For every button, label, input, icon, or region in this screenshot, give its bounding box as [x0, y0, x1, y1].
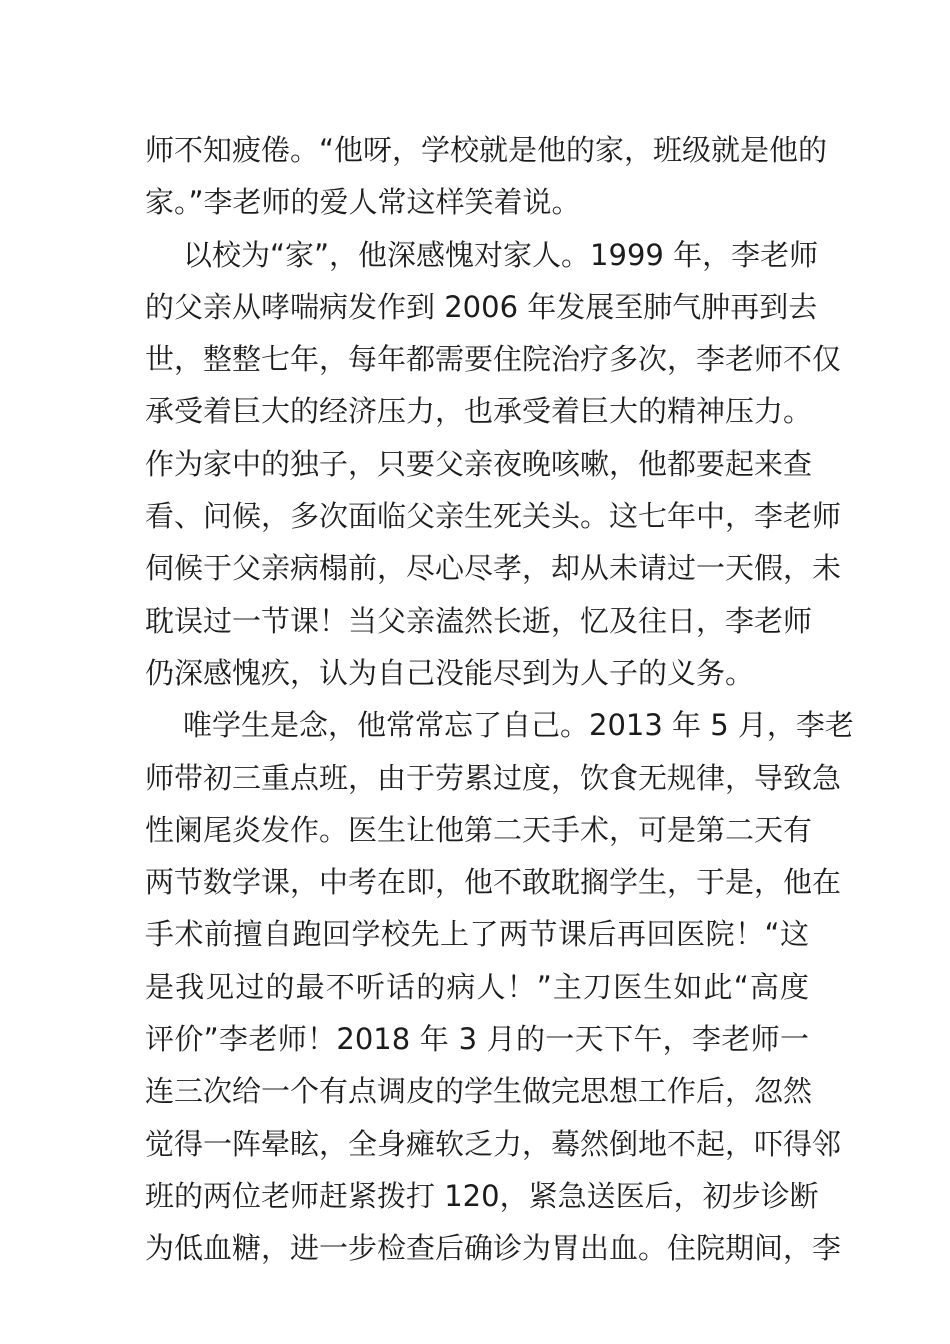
text-line: 承受着巨大的经济压力，也承受着巨大的精神压力。	[145, 394, 813, 429]
text-line: 世，整整七年，每年都需要住院治疗多次，李老师不仅	[145, 342, 842, 377]
paragraph-students	[145, 699, 854, 1274]
text-line: 伺候于父亲病榻前，尽心尽孝，却从未请过一天假，未	[145, 551, 842, 586]
text-line: 师不知疲倦。“他呀，学校就是他的家，班级就是他的	[145, 133, 828, 167]
text-line: 看、问候，多次面临父亲生死关头。这七年中，李老师	[145, 499, 842, 534]
text-line: 师带初三重点班，由于劳累过度，饮食无规律，导致急	[145, 760, 842, 795]
text-line: 是我见过的最不听话的病人！”主刀医生如此“高度	[145, 969, 809, 1004]
text-line: 两节数学课，中考在即，他不敢耽搁学生，于是，他在	[145, 865, 842, 900]
text-line: 性阑尾炎发作。医生让他第二天手术，可是第二天有	[145, 812, 813, 847]
text-line: 为低血糖，进一步检查后确诊为胃出血。住院期间，李	[145, 1231, 842, 1266]
body-text	[145, 124, 854, 1275]
text-line: 评价”李老师！2018 年 3 月的一天下午，李老师一	[145, 1022, 809, 1057]
text-line: 作为家中的独子，只要父亲夜晚咳嗽，他都要起来查	[145, 446, 813, 481]
text-line: 连三次给一个有点调皮的学生做完思想工作后，忽然	[145, 1074, 813, 1109]
text-line: 班的两位老师赶紧拨打 120，紧急送医后，初步诊断	[145, 1178, 819, 1213]
paragraph-continuation	[145, 124, 828, 229]
text-line: 唯学生是念，他常常忘了自己。2013 年 5 月，李老	[183, 708, 854, 743]
text-line: 觉得一阵晕眩，全身瘫软乏力，蓦然倒地不起，吓得邻	[145, 1126, 842, 1161]
text-line: 家。”李老师的爱人常这样笑着说。	[145, 185, 581, 220]
text-line: 以校为“家”，他深感愧对家人。1999 年，李老师	[183, 237, 819, 272]
text-line: 耽误过一节课！当父亲溘然长逝，忆及往日，李老师	[145, 603, 813, 638]
text-line: 手术前擅自跑回学校先上了两节课后再回医院！“这	[145, 917, 809, 952]
text-line: 仍深感愧疚，认为自己没能尽到为人子的义务。	[145, 655, 755, 690]
paragraph-home	[145, 229, 842, 700]
text-line: 的父亲从哮喘病发作到 2006 年发展至肺气肿再到去	[145, 289, 818, 324]
